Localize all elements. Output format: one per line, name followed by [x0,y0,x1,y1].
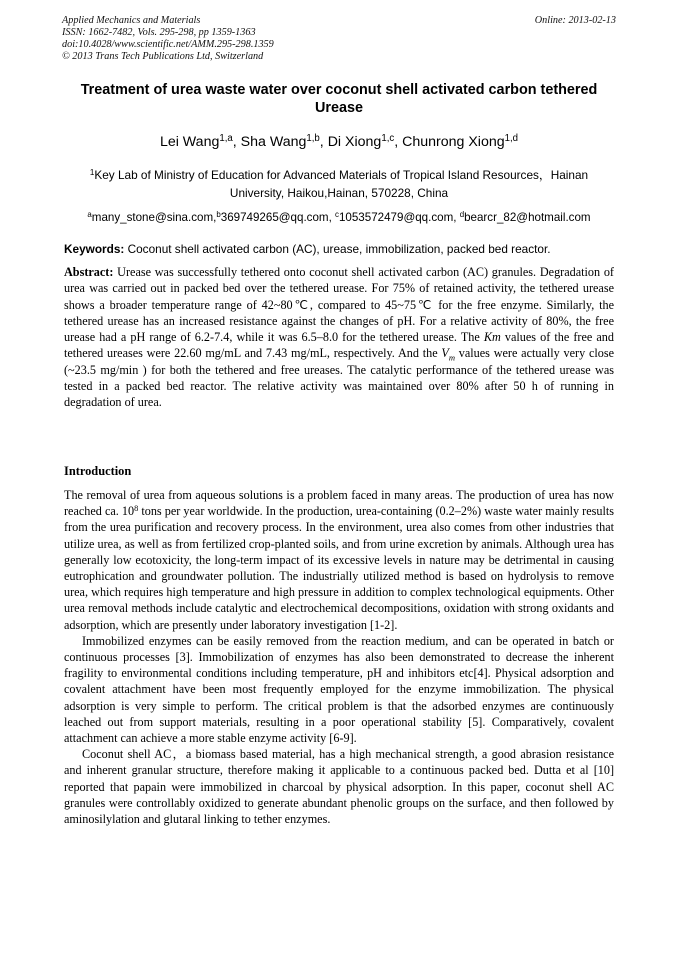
vm-symbol: V [441,346,449,361]
journal-name: Applied Mechanics and Materials [62,15,201,26]
abstract-text-1: Urease was successfully tethered onto coconut shell activated carbon (AC) granules. Degradation of urea was carried out in packed bed over the tethered urease. For 75% of retained activity, the tethered urease shows a broader temperature range of 42~80℃, compared to 45~75℃ for the free enzyme. Similarly, the tethered urease has an increased resistance against the changes of pH. For a relative activity of 80%, the free urease had a pH range of 6.2-7.4, while it was 6.5–8.0 for the tethered urease. The [64,265,614,345]
email-mark: a [87,210,92,220]
author-affiliation-mark: 1,a [219,133,233,145]
introduction-body [64,487,614,827]
intro-p1-text-b: tons per year worldwide. In the production, urea-containing (0.2–2%) waste water mainly results from the urea purification and recovery process. In the environment, urea also comes from other industries that utilize urea, as well as from fertilized crop-planted soils, and from urine excretion by animals. Although urea has generally low ecotoxicity, the long-term impact of its excessive levels in nature may be detrimental in causing eutrophication and groundwater pollution. The industrially utilized method is based on hydrolysis to remove urea, which requires high temperature and high pressure in addition to complex technological equipments. Other urea removal methods include catalytic and electrochemical decompositions, oxidation with strong oxidants and adsorption, which are presently under laboratory investigation [1-2]. [64,504,615,632]
copyright-line: © 2013 Trans Tech Publications Ltd, Switzerland [62,51,264,62]
email-address[interactable]: many_stone@sina.com [91,211,214,224]
intro-paragraph-3: Coconut shell AC，a biomass based material, has a high mechanical strength, a good abrasion resistance and inherent granular structure, therefore making it applicable to a continuous packed bed. Dutta et al [10] reported that papain were immobilized in charcoal by physical adsorption. In this paper, coconut shell AC granules were controllably oxidized to generate abundant phenolic groups on the surface, and then followed by aminosilylation and glutaral linking to tether enzymes. [64,747,614,827]
email-separator: , [213,211,217,224]
author-list [62,132,616,152]
author-separator: , [232,134,241,150]
author-affiliation-mark: 1,c [381,133,395,145]
abstract-text-2: values of the free and tethered ureases were 22.60 mg/mL and 7.43 mg/mL, respectively. And the [64,330,614,361]
email-address[interactable]: 369749265@qq.com [220,211,329,224]
email-list [62,210,616,226]
author-name: Di Xiong [327,134,382,150]
doi-line: doi:10.4028/www.scientific.net/AMM.295-298.1359 [62,39,274,50]
abstract-label: Abstract: [64,265,114,279]
affiliation-mark: 1 [89,168,95,177]
journal-header [62,15,274,63]
email-mark: c [335,210,339,220]
affiliation [62,166,616,202]
keywords-label: Keywords: [64,242,125,256]
km-symbol: Km [483,330,501,345]
email-address[interactable]: bearcr_82@hotmail.com [464,211,591,224]
author-separator: , [394,134,403,150]
affiliation-text: Key Lab of Ministry of Education for Advanced Materials of Tropical Island Resources，Hainan University, Haikou,Hainan, 570228, China [94,168,589,200]
email-mark: d [459,210,465,220]
email-mark: b [216,210,221,220]
intro-paragraph-2: Immobilized enzymes can be easily removed from the reaction medium, and can be operated in batch or continuous processes [3]. Immobilization of enzymes has also been demonstrated to decrease the inherent fragility to environmental conditions including temperature, pH and inhibitors etc[4]. Physical adsorption and covalent attachment have been most frequently employed for the enzyme immobilization. The physical adsorption is very simple to perform. The critical problem is that the adsorbed enzymes are continuously leached out from support materials, resulting in a poor operational stability [5]. Comparatively, covalent attachment can achieve a more stable enzyme activity [6-9]. [64,633,614,746]
author-name: Sha Wang [240,134,307,150]
online-date: Online: 2013-02-13 [534,15,616,26]
email-address[interactable]: 1053572479@qq.com [338,211,454,224]
paper-title: Treatment of urea waste water over coconut shell activated carbon tethered Urease [80,82,598,116]
author-affiliation-mark: 1,d [504,133,519,145]
intro-p1-exponent: 8 [134,504,139,514]
keywords-text: Coconut shell activated carbon (AC), urease, immobilization, packed bed reactor. [124,242,551,256]
keywords [64,241,616,257]
intro-p1-text-a: The removal of urea from aqueous solutions is a problem faced in many areas. The production of urea has now reached ca. 10 [64,488,614,519]
intro-paragraph-1 [64,487,614,633]
author-name: Lei Wang [159,134,220,150]
section-heading-introduction: Introduction [64,464,132,478]
author-affiliation-mark: 1,b [306,133,320,145]
email-separator: , [328,211,336,224]
email-separator: , [453,211,460,224]
vm-subscript-text: m [448,352,456,363]
author-separator: , [319,134,328,150]
author-name: Chunrong Xiong [402,134,505,150]
issn-line: ISSN: 1662-7482, Vols. 295-298, pp 1359-1363 [62,27,256,38]
abstract [64,264,614,411]
abstract-text-3: values were actually very close (~23.5 mg/min ) for both the tethered and free ureases. The catalytic performance of the tethered urease was tested in a packed bed reactor. The relative activity was maintained over 80% after 50 h of running in degradation of urea. [64,346,614,410]
